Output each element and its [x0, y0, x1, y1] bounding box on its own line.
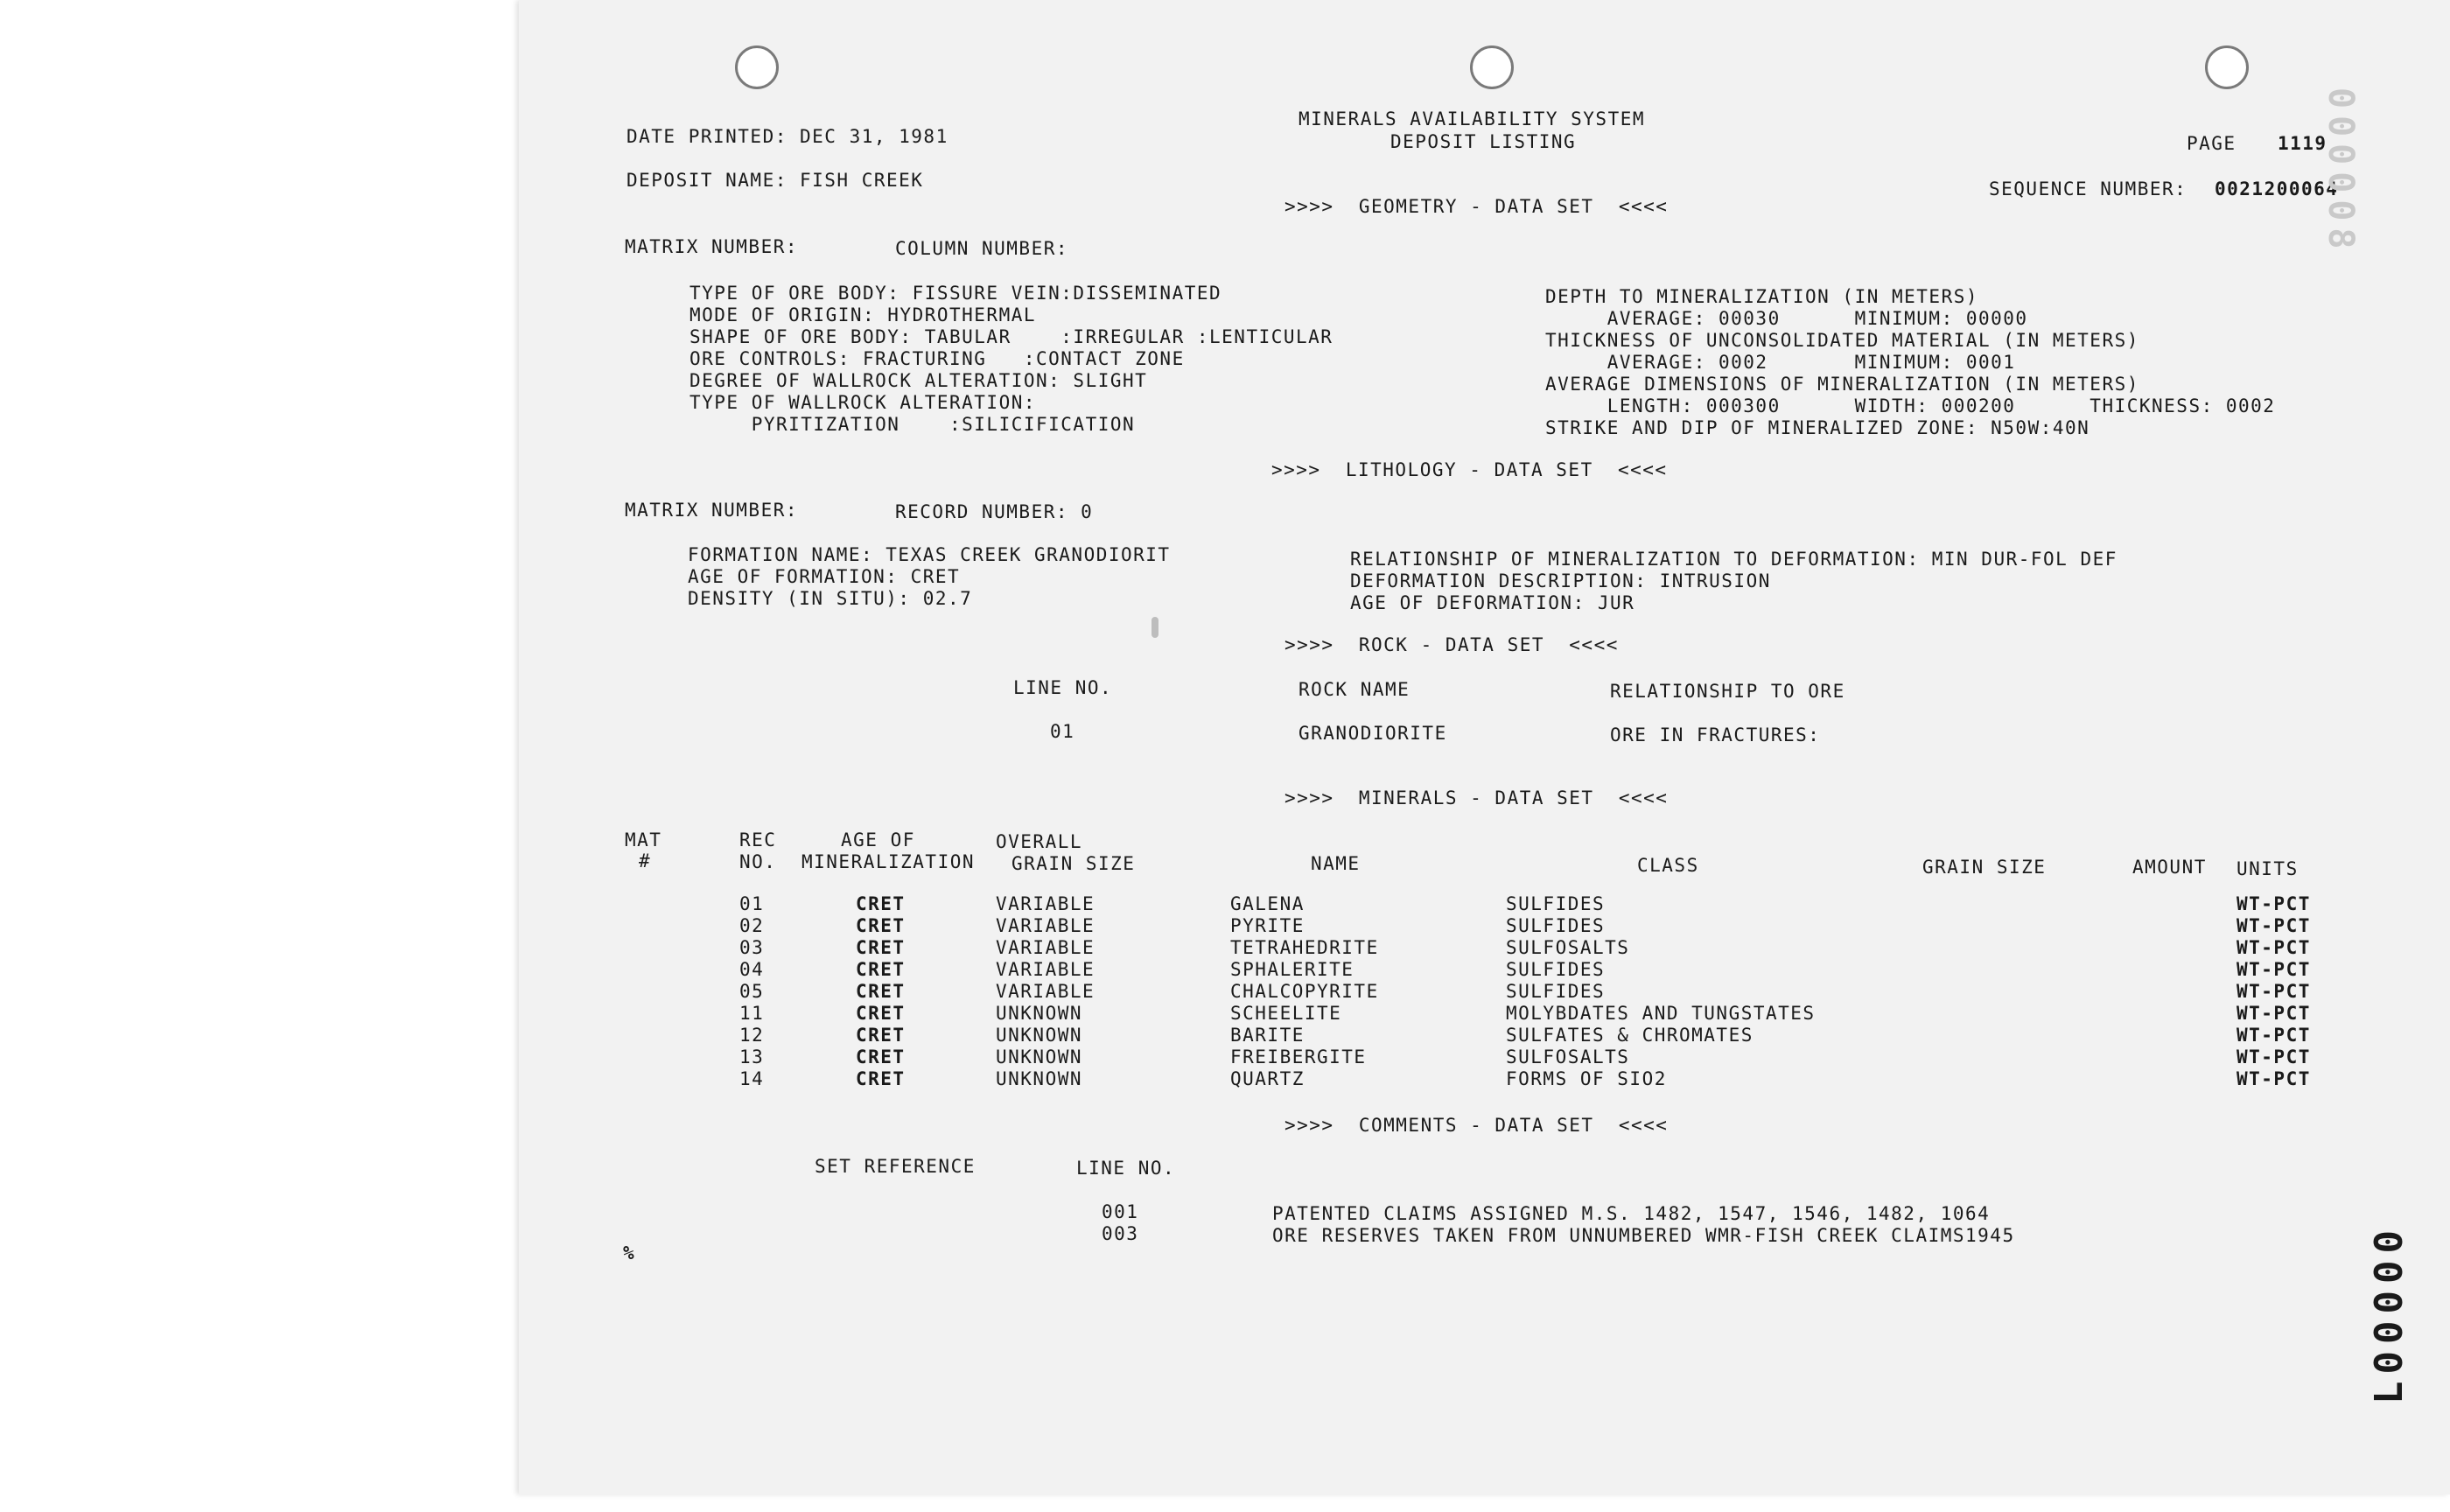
mineral-grain-size: VARIABLE: [996, 937, 1096, 958]
mineral-class: MOLYBDATES AND TUNGSTATES: [1506, 1003, 1816, 1024]
rec-header: REC: [739, 830, 777, 850]
geometry-measure: AVERAGE: 00030 MINIMUM: 00000: [1545, 308, 2028, 329]
rec-header: NO.: [739, 851, 777, 872]
comment-text: PATENTED CLAIMS ASSIGNED M.S. 1482, 1547, 1546, 1482, 1064: [1272, 1203, 1991, 1224]
mineral-name: GALENA: [1230, 893, 1305, 914]
deformation-detail: DEFORMATION DESCRIPTION: INTRUSION: [1350, 570, 1771, 592]
mineral-grain-size: VARIABLE: [996, 981, 1096, 1002]
rock-name-header: ROCK NAME: [1298, 679, 1410, 700]
ink-smudge: [1152, 617, 1158, 638]
mineral-units: WT-PCT: [2236, 915, 2311, 936]
mineral-class: SULFIDES: [1506, 981, 1606, 1002]
mineral-grain-size: VARIABLE: [996, 893, 1096, 914]
listing-title: DEPOSIT LISTING: [1390, 131, 1577, 152]
system-title: MINERALS AVAILABILITY SYSTEM: [1298, 108, 1646, 130]
geometry-measure: STRIKE AND DIP OF MINERALIZED ZONE: N50W:40N: [1545, 417, 2090, 438]
mineral-age: CRET: [856, 1025, 906, 1046]
mineral-rec: 03: [739, 937, 765, 958]
comment-line-number: 001: [1102, 1201, 1139, 1222]
mineral-name: SCHEELITE: [1230, 1003, 1342, 1024]
set-reference-header: SET REFERENCE: [815, 1156, 976, 1177]
mineral-units: WT-PCT: [2236, 981, 2311, 1002]
rock-relationship-value: ORE IN FRACTURES:: [1610, 724, 1821, 746]
mineral-units: WT-PCT: [2236, 937, 2311, 958]
mineral-age: CRET: [856, 1003, 906, 1024]
page-label: PAGE: [2187, 133, 2236, 154]
comment-line-header: LINE NO.: [1076, 1158, 1176, 1179]
mineral-name: CHALCOPYRITE: [1230, 981, 1379, 1002]
punch-hole: [735, 46, 779, 89]
mineral-class: SULFIDES: [1506, 915, 1606, 936]
grain-header: OVERALL: [996, 831, 1083, 852]
matrix-number-label: MATRIX NUMBER:: [625, 500, 799, 521]
rock-relationship-header: RELATIONSHIP TO ORE: [1610, 681, 1845, 702]
mineral-rec: 14: [739, 1068, 765, 1089]
mineral-grain-size: UNKNOWN: [996, 1003, 1083, 1024]
sequence-label: SEQUENCE NUMBER:: [1989, 178, 2188, 200]
comment-line-number: 003: [1102, 1223, 1139, 1244]
lithology-section-title: >>>> LITHOLOGY - DATA SET <<<<: [1271, 459, 1668, 480]
mineral-class: SULFOSALTS: [1506, 937, 1630, 958]
mineral-age: CRET: [856, 1068, 906, 1089]
rock-line-header: LINE NO.: [1013, 677, 1113, 698]
geometry-measure: AVERAGE: 0002 MINIMUM: 0001: [1545, 352, 2016, 373]
mineral-age: CRET: [856, 915, 906, 936]
grain-header: GRAIN SIZE: [1012, 853, 1136, 874]
rock-line-value: 01: [1050, 721, 1075, 742]
deformation-detail: RELATIONSHIP OF MINERALIZATION TO DEFORMATION: MIN DUR-FOL DEF: [1350, 549, 2118, 570]
mineral-units: WT-PCT: [2236, 1046, 2311, 1068]
mineral-grain-size: VARIABLE: [996, 959, 1096, 980]
mineral-units: WT-PCT: [2236, 893, 2311, 914]
deformation-detail: AGE OF DEFORMATION: JUR: [1350, 592, 1635, 613]
mineral-grain-size: UNKNOWN: [996, 1046, 1083, 1068]
mineral-name: FREIBERGITE: [1230, 1046, 1367, 1068]
mineral-class: SULFATES & CHROMATES: [1506, 1025, 1754, 1046]
mineral-class: FORMS OF SIO2: [1506, 1068, 1667, 1089]
mineral-grain-size: UNKNOWN: [996, 1068, 1083, 1089]
geometry-detail: MODE OF ORIGIN: HYDROTHERMAL: [690, 304, 1037, 326]
geometry-detail: TYPE OF WALLROCK ALTERATION:: [690, 392, 1037, 413]
mineral-grain-size: VARIABLE: [996, 915, 1096, 936]
mineral-age: CRET: [856, 981, 906, 1002]
grain-size-header: GRAIN SIZE: [1922, 857, 2047, 878]
mineral-rec: 01: [739, 893, 765, 914]
mat-header: MAT: [625, 830, 662, 850]
matrix-number-label: MATRIX NUMBER:: [625, 236, 799, 257]
formation-detail: DENSITY (IN SITU): 02.7: [688, 588, 973, 609]
record-number: RECORD NUMBER: 0: [895, 501, 1094, 522]
mineral-rec: 05: [739, 981, 765, 1002]
mineral-age: CRET: [856, 1046, 906, 1068]
mineral-rec: 11: [739, 1003, 765, 1024]
comments-section-title: >>>> COMMENTS - DATA SET <<<<: [1284, 1115, 1669, 1136]
minerals-section-title: >>>> MINERALS - DATA SET <<<<: [1284, 788, 1669, 808]
amount-header: AMOUNT: [2132, 857, 2207, 878]
sequence-number: 0021200064: [2215, 178, 2339, 200]
mineral-name-header: NAME: [1311, 853, 1361, 874]
mineral-name: PYRITE: [1230, 915, 1305, 936]
geometry-detail: TYPE OF ORE BODY: FISSURE VEIN:DISSEMINATED: [690, 283, 1222, 304]
mineral-class: SULFIDES: [1506, 959, 1606, 980]
mineral-class: SULFOSALTS: [1506, 1046, 1630, 1068]
formation-detail: FORMATION NAME: TEXAS CREEK GRANODIORIT: [688, 544, 1171, 565]
punch-hole: [2205, 46, 2249, 89]
punch-hole: [1470, 46, 1514, 89]
mineral-name: SPHALERITE: [1230, 959, 1354, 980]
mineral-name: BARITE: [1230, 1025, 1305, 1046]
faint-stamp: 000008: [2320, 88, 2361, 256]
mineral-class-header: CLASS: [1637, 855, 1699, 876]
geometry-measure: DEPTH TO MINERALIZATION (IN METERS): [1545, 286, 1979, 307]
comment-text: ORE RESERVES TAKEN FROM UNNUMBERED WMR-FISH CREEK CLAIMS1945: [1272, 1225, 2015, 1246]
mineral-age: CRET: [856, 893, 906, 914]
geometry-section-title: >>>> GEOMETRY - DATA SET <<<<: [1284, 196, 1669, 217]
mineral-name: TETRAHEDRITE: [1230, 937, 1379, 958]
rock-name-value: GRANODIORITE: [1298, 723, 1447, 744]
age-header: AGE OF: [841, 830, 915, 850]
mineral-units: WT-PCT: [2236, 1003, 2311, 1024]
mineral-rec: 04: [739, 959, 765, 980]
units-header: UNITS: [2236, 858, 2299, 879]
geometry-detail: PYRITIZATION :SILICIFICATION: [690, 414, 1136, 435]
percent-mark: %: [623, 1242, 636, 1264]
rock-section-title: >>>> ROCK - DATA SET <<<<: [1284, 634, 1619, 655]
document-page: [519, 0, 2450, 1494]
microfilm-stamp: L00000: [2367, 1223, 2412, 1404]
page-number: 1119: [2278, 133, 2328, 154]
mineral-units: WT-PCT: [2236, 1025, 2311, 1046]
formation-detail: AGE OF FORMATION: CRET: [688, 566, 961, 587]
mineral-age: CRET: [856, 937, 906, 958]
mineral-rec: 02: [739, 915, 765, 936]
mineral-age: CRET: [856, 959, 906, 980]
geometry-detail: ORE CONTROLS: FRACTURING :CONTACT ZONE: [690, 348, 1185, 369]
mineral-rec: 13: [739, 1046, 765, 1068]
mineral-units: WT-PCT: [2236, 1068, 2311, 1089]
deposit-name: DEPOSIT NAME: FISH CREEK: [626, 170, 924, 191]
mineral-grain-size: UNKNOWN: [996, 1025, 1083, 1046]
mat-header: #: [639, 850, 652, 872]
mineral-name: QUARTZ: [1230, 1068, 1305, 1089]
geometry-measure: LENGTH: 000300 WIDTH: 000200 THICKNESS: 0002: [1545, 396, 2276, 416]
mineral-rec: 12: [739, 1025, 765, 1046]
geometry-measure: THICKNESS OF UNCONSOLIDATED MATERIAL (IN METERS): [1545, 330, 2139, 351]
column-number-label: COLUMN NUMBER:: [895, 238, 1069, 259]
date-printed: DATE PRINTED: DEC 31, 1981: [626, 126, 948, 147]
mineral-units: WT-PCT: [2236, 959, 2311, 980]
geometry-detail: SHAPE OF ORE BODY: TABULAR :IRREGULAR :LENTICULAR: [690, 326, 1334, 347]
age-header: MINERALIZATION: [802, 851, 976, 872]
geometry-measure: AVERAGE DIMENSIONS OF MINERALIZATION (IN METERS): [1545, 374, 2139, 395]
mineral-class: SULFIDES: [1506, 893, 1606, 914]
geometry-detail: DEGREE OF WALLROCK ALTERATION: SLIGHT: [690, 370, 1148, 391]
